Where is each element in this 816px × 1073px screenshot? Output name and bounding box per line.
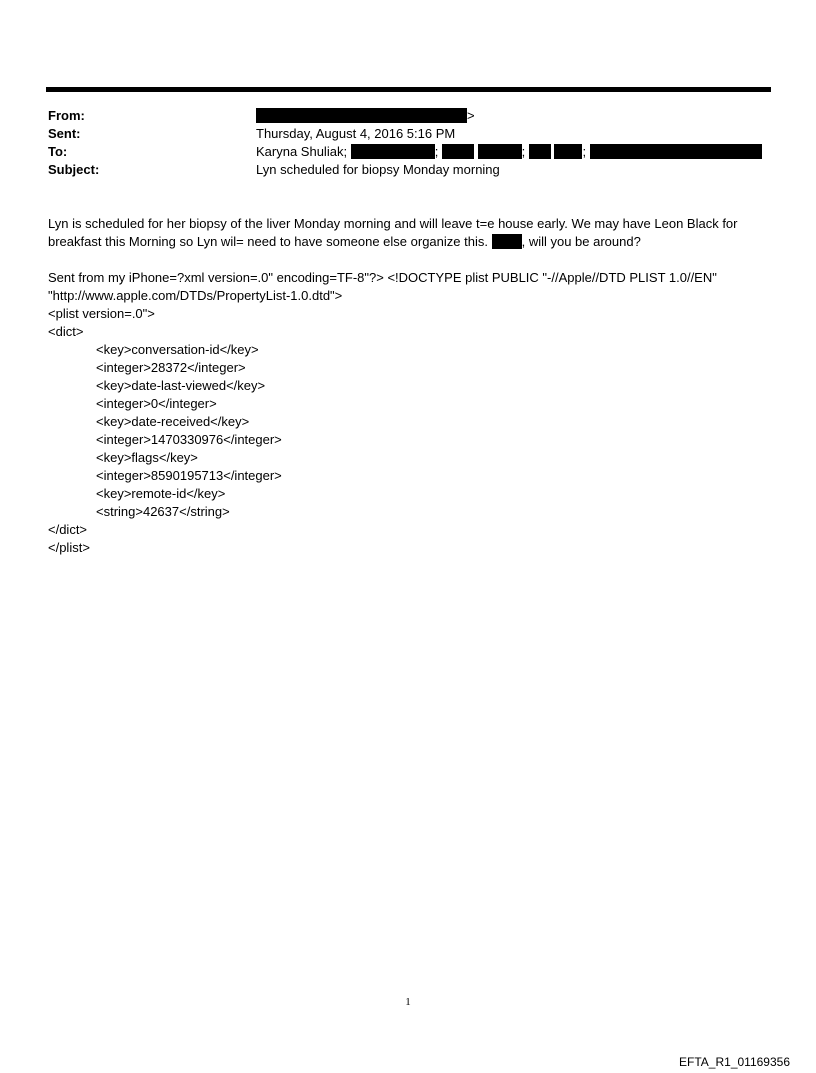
from-label: From: <box>48 108 85 123</box>
plist-line: "http://www.apple.com/DTDs/PropertyList-1.0.dtd"> <box>48 288 343 303</box>
sent-row <box>48 125 773 143</box>
dict-line: <integer>8590195713</integer> <box>96 468 282 483</box>
redaction-block <box>529 144 551 159</box>
subject-row <box>48 161 773 179</box>
to-row <box>48 143 773 161</box>
message-text: breakfast this Morning so Lyn wil= need to have someone else organize this. <box>48 234 488 249</box>
to-separator: ; <box>582 144 587 159</box>
plist-line: </dict> <box>48 522 88 537</box>
sent-value: Thursday, August 4, 2016 5:16 PM <box>256 126 456 141</box>
to-recipient-first: Karyna Shuliak; <box>256 144 348 159</box>
dict-line: <integer>28372</integer> <box>96 360 246 375</box>
to-label: To: <box>48 144 68 159</box>
document-id: EFTA_R1_01169356 <box>679 1055 790 1069</box>
sent-label: Sent: <box>48 126 81 141</box>
dict-line: <key>date-received</key> <box>96 414 250 429</box>
redaction-block <box>351 144 435 159</box>
subject-label: Subject: <box>48 162 100 177</box>
plist-line: <dict> <box>48 324 84 339</box>
dict-line: <key>flags</key> <box>96 450 198 465</box>
redaction-block <box>256 108 467 123</box>
message-paragraph <box>48 215 788 251</box>
from-row <box>48 107 773 125</box>
message-text: , will you be around? <box>521 234 641 249</box>
message-line: Lyn is scheduled for her biopsy of the liver Monday morning and will leave t=e house early. We may have Leon Black for <box>48 216 738 231</box>
plist-line: <plist version=.0"> <box>48 306 155 321</box>
to-separator: ; <box>434 144 439 159</box>
dict-line: <string>42637</string> <box>96 504 230 519</box>
dict-line: <key>date-last-viewed</key> <box>96 378 266 393</box>
header-rule <box>46 87 771 92</box>
to-separator: ; <box>521 144 526 159</box>
page-number: 1 <box>405 996 411 1008</box>
dict-line: <integer>1470330976</integer> <box>96 432 282 447</box>
dict-line: <key>remote-id</key> <box>96 486 226 501</box>
plist-line: Sent from my iPhone=?xml version=.0" encoding=TF-8"?> <!DOCTYPE plist PUBLIC "-//Apple//DTD PLIST 1.0//EN" <box>48 270 717 285</box>
from-suffix: > <box>467 108 475 123</box>
subject-value: Lyn scheduled for biopsy Monday morning <box>256 162 500 177</box>
redaction-block <box>442 144 474 159</box>
from-value <box>256 107 475 125</box>
redaction-block <box>492 234 522 249</box>
message-line <box>48 233 788 251</box>
redaction-block <box>478 144 522 159</box>
plist-line: </plist> <box>48 540 90 555</box>
dict-line: <key>conversation-id</key> <box>96 342 259 357</box>
email-header <box>48 107 773 179</box>
redaction-block <box>554 144 582 159</box>
plist-block <box>48 269 788 557</box>
to-value <box>256 143 762 161</box>
redaction-block <box>590 144 762 159</box>
dict-line: <integer>0</integer> <box>96 396 217 411</box>
